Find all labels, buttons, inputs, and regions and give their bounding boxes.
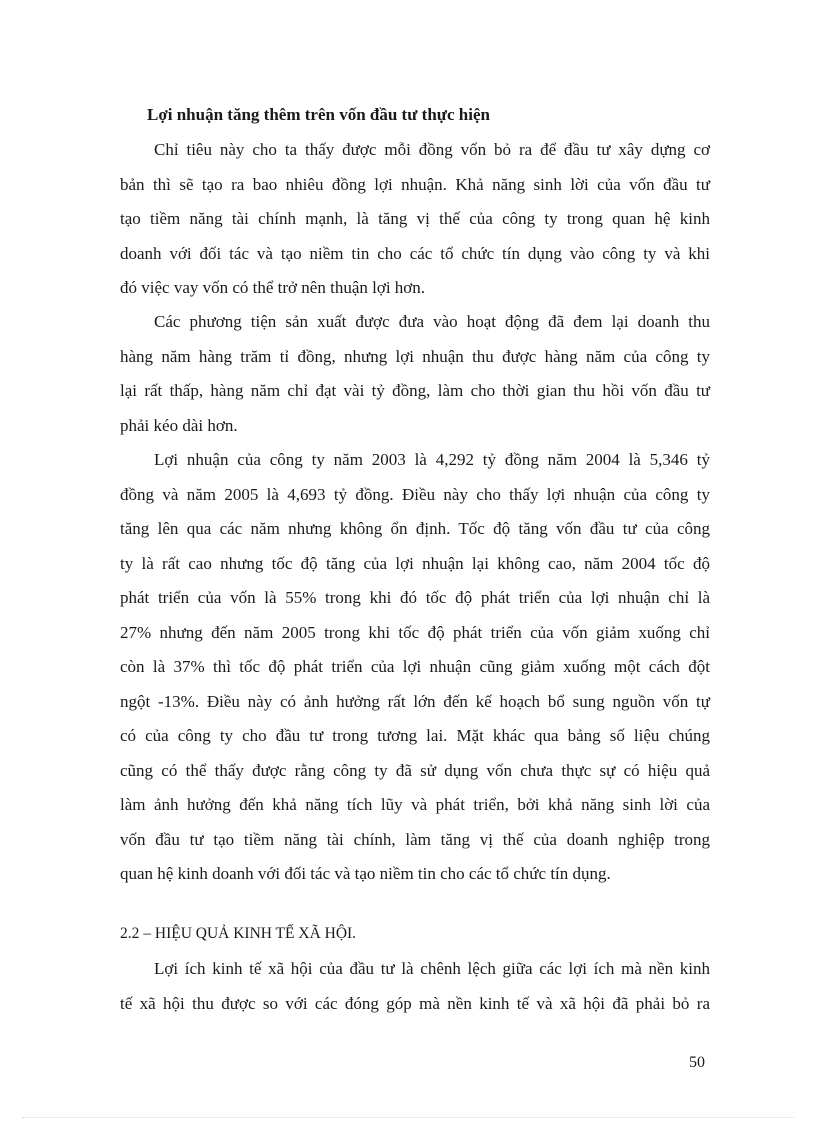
section-heading: 2.2 – HIỆU QUẢ KINH TẾ XÃ HỘI. [120, 925, 357, 942]
text-line: cũng có thể thấy được rằng công ty đã sử dụng vốn chưa thực sự có hiệu quả [120, 760, 710, 780]
paragraph-profit-indicator [120, 133, 710, 306]
text-line: Lợi nhuận của công ty năm 2003 là 4,292 tỷ đồng năm 2004 là 5,346 tỷ [154, 450, 710, 469]
text-line: tế xã hội thu được so với các đóng góp mà nền kinh tế và xã hội đã phải bỏ ra [120, 993, 710, 1013]
text-line: tăng lên qua các năm nhưng không ổn định. Tốc độ tăng vốn đầu tư của công [120, 519, 710, 538]
text-line: có của công ty cho đầu tư trong tương lai. Mặt khác qua bảng số liệu chúng [120, 726, 710, 745]
footer-divider [22, 1117, 794, 1118]
text-line: Lợi ích kinh tế xã hội của đầu tư là chênh lệch giữa các lợi ích mà nền kinh [154, 959, 710, 978]
text-line: ngột -13%. Điều này có ảnh hưởng rất lớn đến kế hoạch bổ sung nguồn vốn tự [120, 691, 710, 711]
text-line: bản thì sẽ tạo ra bao nhiêu đồng lợi nhuận. Khả năng sinh lời của vốn đầu tư [120, 174, 710, 194]
text-line: Chỉ tiêu này cho ta thấy được mỗi đồng vốn bỏ ra để đầu tư xây dựng cơ [154, 140, 710, 159]
text-line: quan hệ kinh doanh với đối tác và tạo niềm tin cho các tổ chức tín dụng. [120, 864, 611, 883]
text-line: lại rất thấp, hàng năm chỉ đạt vài tỷ đồng, làm cho thời gian thu hồi vốn đầu tư [120, 381, 710, 400]
text-line: Các phương tiện sản xuất được đưa vào hoạt động đã đem lại doanh thu [154, 312, 710, 331]
paragraph-production-means [120, 305, 710, 443]
text-line: 27% nhưng đến năm 2005 trong khi tốc độ phát triển của vốn giảm xuống chỉ [120, 622, 710, 642]
text-line: đó việc vay vốn có thể trở nên thuận lợi hơn. [120, 278, 426, 297]
text-line: phát triển của vốn là 55% trong khi đó tốc độ phát triển của lợi nhuận chỉ là [120, 588, 710, 607]
page-number: 50 [689, 1054, 705, 1071]
text-line: vốn đầu tư tạo tiềm năng tài chính, làm tăng vị thế của doanh nghiệp trong [120, 829, 710, 849]
paragraph-profit-analysis [120, 443, 710, 892]
text-line: hàng năm hàng trăm tỉ đồng, nhưng lợi nhuận thu được hàng năm của công ty [120, 346, 710, 366]
paragraph-socioeconomic-benefit [120, 952, 710, 1021]
subsection-heading: Lợi nhuận tăng thêm trên vốn đầu tư thực hiện [147, 105, 490, 124]
text-line: ty là rất cao nhưng tốc độ tăng của lợi nhuận lại không cao, năm 2004 tốc độ [120, 553, 710, 573]
text-line: doanh với đối tác và tạo niềm tin cho các tổ chức tín dụng vào công ty và khi [120, 243, 710, 263]
text-line: phải kéo dài hơn. [120, 415, 238, 435]
text-line: tạo tiềm năng tài chính mạnh, là tăng vị thế của công ty trong quan hệ kinh [120, 209, 710, 228]
text-line: còn là 37% thì tốc độ phát triển của lợi nhuận cũng giảm xuống một cách đột [120, 657, 710, 676]
text-line: đồng và năm 2005 là 4,693 tỷ đồng. Điều này cho thấy lợi nhuận của công ty [120, 484, 710, 504]
text-line: làm ảnh hưởng đến khả năng tích lũy và phát triển, bởi khả năng sinh lời của [120, 795, 710, 814]
